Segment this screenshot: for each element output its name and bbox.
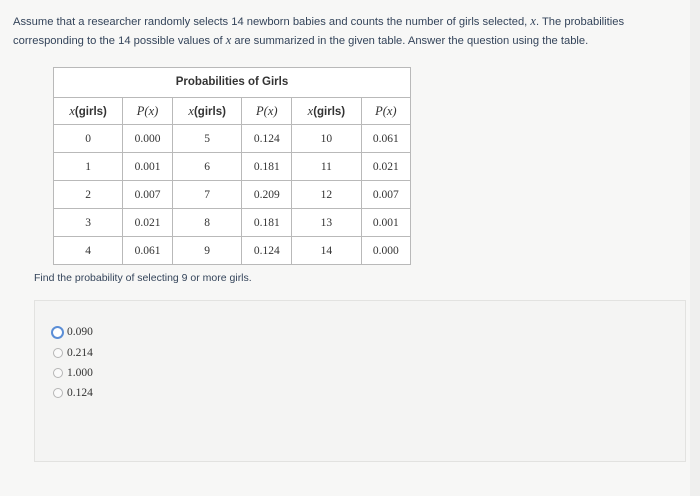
cell-x: 9 (172, 237, 242, 265)
answer-option[interactable] (53, 344, 93, 362)
table-caption: Probabilities of Girls (54, 68, 410, 98)
answer-option[interactable] (53, 323, 93, 341)
header-x-girls: x(girls) (292, 98, 362, 125)
header-p-x: P(x) (123, 98, 173, 125)
answer-option-label: 0.124 (67, 387, 93, 399)
cell-x: 11 (292, 153, 362, 181)
table-row (54, 209, 410, 237)
table-row (54, 153, 410, 181)
answer-option[interactable] (53, 384, 93, 402)
cell-p: 0.061 (361, 125, 410, 153)
cell-x: 10 (292, 125, 362, 153)
table-row (54, 181, 410, 209)
table-row (54, 125, 410, 153)
cell-x: 1 (54, 153, 123, 181)
radio-button-icon[interactable] (53, 348, 63, 358)
radio-button-icon[interactable] (53, 388, 63, 398)
cell-x: 8 (172, 209, 242, 237)
table-row (54, 237, 410, 265)
table-header-row (54, 98, 410, 125)
cell-p: 0.000 (123, 125, 173, 153)
cell-p: 0.007 (123, 181, 173, 209)
cell-p: 0.124 (242, 237, 292, 265)
cell-x: 14 (292, 237, 362, 265)
cell-x: 0 (54, 125, 123, 153)
header-x-girls: x(girls) (54, 98, 123, 125)
cell-p: 0.007 (361, 181, 410, 209)
cell-p: 0.181 (242, 153, 292, 181)
radio-button-selected-icon[interactable] (51, 326, 64, 339)
answer-option-label: 0.090 (67, 326, 93, 338)
cell-x: 3 (54, 209, 123, 237)
cell-p: 0.021 (361, 153, 410, 181)
prompt-text-part-1: Assume that a researcher randomly selects 14 newborn babies and counts the number of girls selected, (13, 16, 531, 28)
prompt-variable: x (225, 33, 232, 47)
question-text: Find the probability of selecting 9 or more girls. (34, 272, 252, 284)
probability-table (53, 67, 411, 265)
cell-x: 6 (172, 153, 242, 181)
cell-p: 0.001 (361, 209, 410, 237)
problem-prompt (13, 12, 683, 50)
cell-x: 2 (54, 181, 123, 209)
cell-x: 13 (292, 209, 362, 237)
answer-option-label: 1.000 (67, 367, 93, 379)
answer-option[interactable] (53, 364, 93, 382)
answer-option-label: 0.214 (67, 347, 93, 359)
cell-p: 0.021 (123, 209, 173, 237)
prompt-text-part-3: are summarized in the given table. Answer the question using the table. (231, 35, 589, 47)
header-p-x: P(x) (242, 98, 292, 125)
header-p-x: P(x) (361, 98, 410, 125)
cell-p: 0.209 (242, 181, 292, 209)
radio-button-icon[interactable] (53, 368, 63, 378)
cell-x: 7 (172, 181, 242, 209)
cell-p: 0.061 (123, 237, 173, 265)
prompt-variable: x (530, 14, 536, 28)
cell-p: 0.000 (361, 237, 410, 265)
cell-p: 0.001 (123, 153, 173, 181)
prompt-text-part-2: . The probabilities corresponding to the 14 possible values of (13, 16, 625, 47)
cell-p: 0.124 (242, 125, 292, 153)
cell-x: 5 (172, 125, 242, 153)
answer-choices (34, 300, 686, 462)
header-x-girls: x(girls) (172, 98, 242, 125)
cell-p: 0.181 (242, 209, 292, 237)
cell-x: 12 (292, 181, 362, 209)
cell-x: 4 (54, 237, 123, 265)
